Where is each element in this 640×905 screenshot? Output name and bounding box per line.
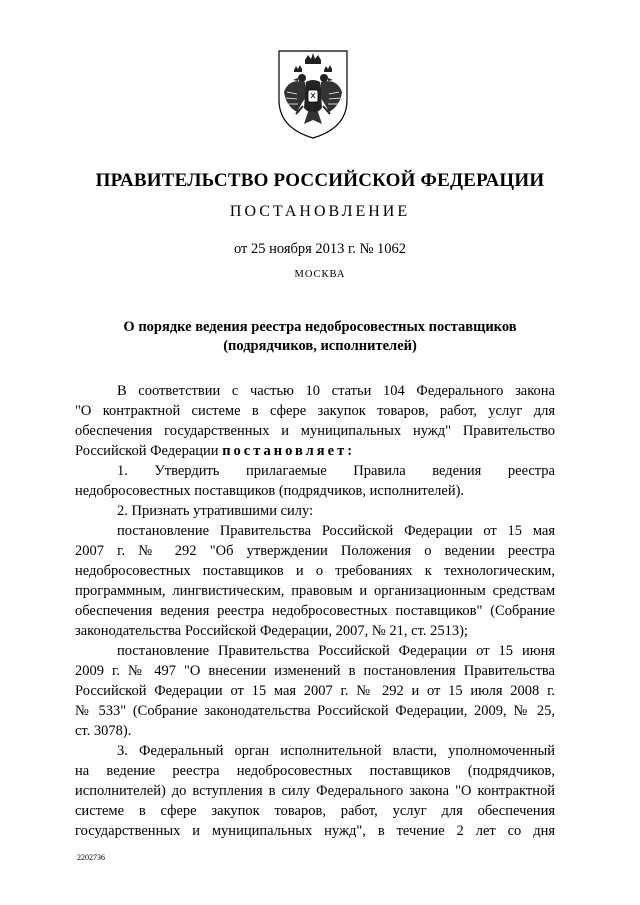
preamble-line-4-text: Российской Федерации	[75, 443, 223, 459]
repeal-2-line-2: 2009 г. № 497 "О внесении изменений в постановления Правительства	[75, 663, 555, 679]
item-3-line-1: 3. Федеральный орган исполнительной власти, уполномоченный	[117, 743, 555, 759]
document-subject	[0, 318, 640, 356]
repeal-1-line-3: недобросовестных поставщиков и о требованиях к технологическим,	[75, 563, 555, 579]
repeal-1-line-6: законодательства Российской Федерации, 2007, № 21, ст. 2513);	[75, 623, 468, 639]
repeal-2-line-5: ст. 3078).	[75, 723, 132, 739]
preamble-line-1: В соответствии с частью 10 статьи 104 Федерального закона	[117, 383, 555, 399]
city: МОСКВА	[294, 269, 346, 280]
repeal-1-line-2: 2007 г. № 292 "Об утверждении Положения о ведении реестра	[75, 543, 555, 559]
repeal-2-line-1: постановление Правительства Российской Федерации от 15 июня	[117, 643, 555, 659]
item-1-line-1: 1. Утвердить прилагаемые Правила ведения реестра	[117, 463, 555, 479]
repeal-1-line-1: постановление Правительства Российской Федерации от 15 мая	[117, 523, 555, 539]
item-2-line-1: 2. Признать утратившими силу:	[117, 503, 314, 519]
date-number-line: от 25 ноября 2013 г. № 1062	[233, 241, 407, 257]
double-headed-eagle-icon	[275, 48, 351, 140]
subject-line-1: О порядке ведения реестра недобросовестных поставщиков	[123, 319, 517, 335]
subject-line-2: (подрядчиков, исполнителей)	[223, 338, 417, 354]
item-3-line-2: на ведение реестра недобросовестных поставщиков (подрядчиков,	[75, 763, 555, 779]
repeal-2-line-4: № 533" (Собрание законодательства Российской Федерации, 2009, № 25,	[75, 703, 555, 719]
document-body	[75, 381, 555, 841]
item-1-line-2: недобросовестных поставщиков (подрядчиков, исполнителей).	[75, 483, 465, 499]
preamble-line-3: обеспечения государственных и муниципальных нужд" Правительство	[75, 423, 555, 439]
preamble-line-4	[75, 441, 555, 461]
document-type: ПОСТАНОВЛЕНИЕ	[229, 203, 411, 220]
repeal-2-line-3: Российской Федерации от 15 мая 2007 г. № 292 и от 15 июля 2008 г.	[75, 683, 555, 699]
government-title: ПРАВИТЕЛЬСТВО РОССИЙСКОЙ ФЕДЕРАЦИИ	[95, 170, 545, 191]
item-3-line-3: исполнителей) до вступления в силу Федерального закона "О контрактной	[75, 783, 555, 799]
item-3-line-5: государственных и муниципальных нужд", в течение 2 лет со дня	[75, 823, 555, 839]
repeal-1-line-4: программным, лингвистическим, правовым и организационным средствам	[75, 583, 555, 599]
resolves-keyword: постановляет:	[222, 443, 356, 459]
preamble-line-2: "О контрактной системе в сфере закупок товаров, работ, услуг для	[75, 403, 555, 419]
repeal-1-line-5: обеспечения ведения реестра недобросовестных поставщиков" (Собрание	[75, 603, 555, 619]
item-3-line-4: системе в сфере закупок товаров, работ, услуг для обеспечения	[75, 803, 555, 819]
document-code: 2202736	[77, 853, 105, 862]
